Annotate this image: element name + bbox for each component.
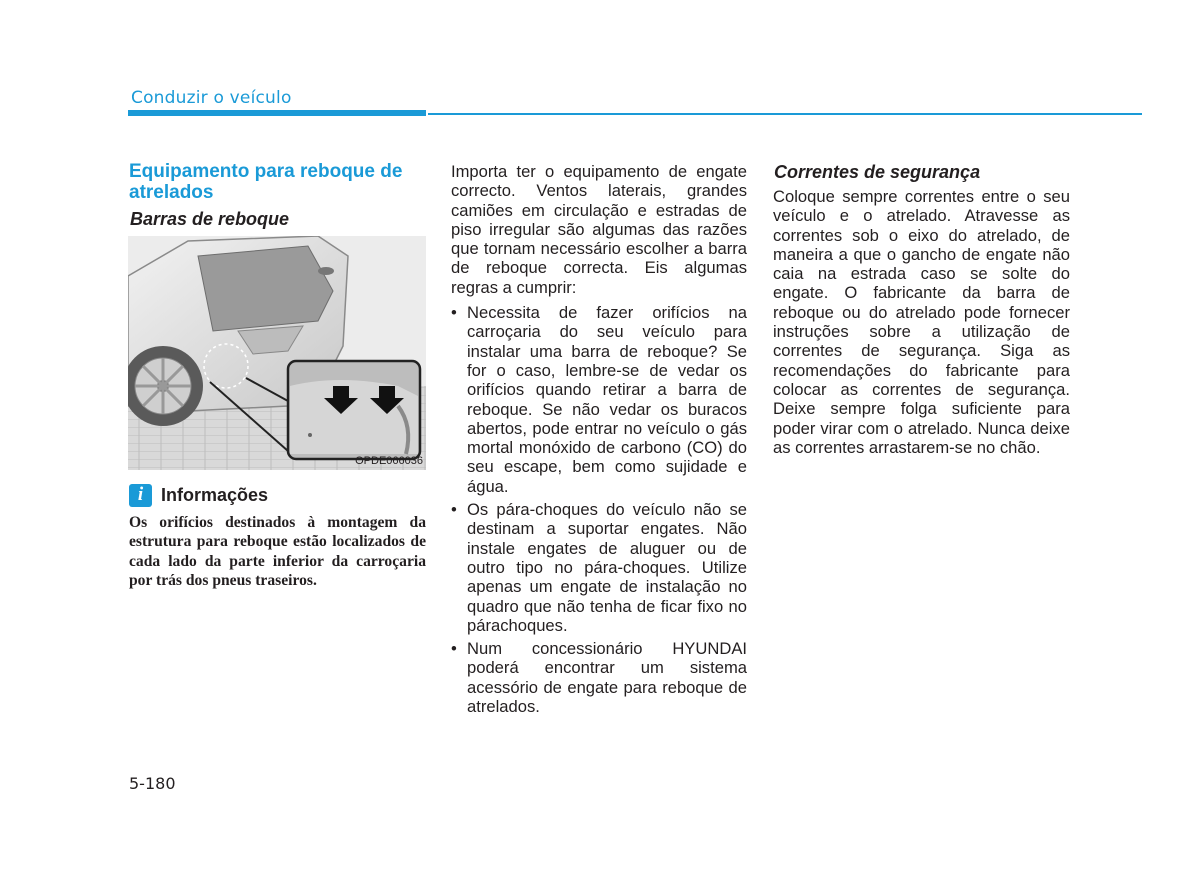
bullet-symbol: •	[451, 500, 457, 520]
subheading-tow-bars: Barras de reboque	[130, 209, 290, 229]
right-column	[773, 187, 1070, 457]
info-title: Informações	[161, 484, 269, 505]
info-text: Os orifícios destinados à montagem da estrutura para reboque estão localizados de cada lado da parte inferior da carroçaria por trás dos pneus traseiros.	[129, 514, 426, 589]
page-number: 5-180	[129, 774, 176, 793]
car-rear-illustration	[128, 236, 426, 470]
intro-paragraph: Importa ter o equipamento de engate correcto. Ventos laterais, grandes camiões em circulação e estradas de piso irregular são algumas das razões que tornam necessário escolher a barra de reboque correcta. Eis algumas regras a cumprir:	[451, 162, 747, 297]
header-rule-thick	[128, 110, 426, 116]
figure-code: OPDE066036	[355, 455, 423, 467]
header-rule-thin	[428, 113, 1142, 115]
subheading-safety-chains: Correntes de segurança	[774, 162, 981, 182]
list-item-text: Necessita de fazer orifícios na carroçaria do seu veículo para instalar uma barra de reboque? Se for o caso, lembre-se de vedar os orifícios quando retirar a barra de reboque. Se não vedar os buracos abertos, pode entrar no veículo o gás mortal monóxido de carbono (CO) do seu escape, bem como sujidade e água.	[467, 303, 747, 496]
rules-list	[451, 303, 747, 716]
section-title: Equipamento para reboque de atrelados	[129, 161, 403, 203]
list-item-text: Num concessionário HYUNDAI poderá encontrar um sistema acessório de engate para reboque de atrelados.	[467, 639, 747, 717]
bullet-symbol: •	[451, 639, 457, 659]
list-item	[451, 639, 747, 716]
info-icon: i	[129, 484, 152, 507]
list-item	[451, 500, 747, 635]
header-title: Conduzir o veículo	[131, 88, 292, 108]
middle-column	[451, 162, 747, 720]
bullet-symbol: •	[451, 303, 457, 323]
info-header	[129, 482, 268, 508]
figure-car-rear	[128, 236, 426, 470]
list-item-text: Os pára-choques do veículo não se destinam a suportar engates. Não instale engates de aluguer ou de outro tipo no pára-choques. Utilize apenas um engate de instalação no quadro que não tenha de ficar fixo no párachoques.	[467, 500, 747, 635]
list-item	[451, 303, 747, 496]
safety-chains-paragraph: Coloque sempre correntes entre o seu veículo e o atrelado. Atravesse as correntes sob o eixo do atrelado, de maneira a que o gancho de engate não caia na estrada caso se solte do engate. O fabricante da barra de reboque ou do atrelado pode fornecer instruções sobre a utilização de correntes de segurança. Siga as recomendações do fabricante para colocar as correntes de segurança. Deixe sempre folga suficiente para poder virar com o atrelado. Nunca deixe as correntes arrastarem-se no chão.	[773, 187, 1070, 457]
